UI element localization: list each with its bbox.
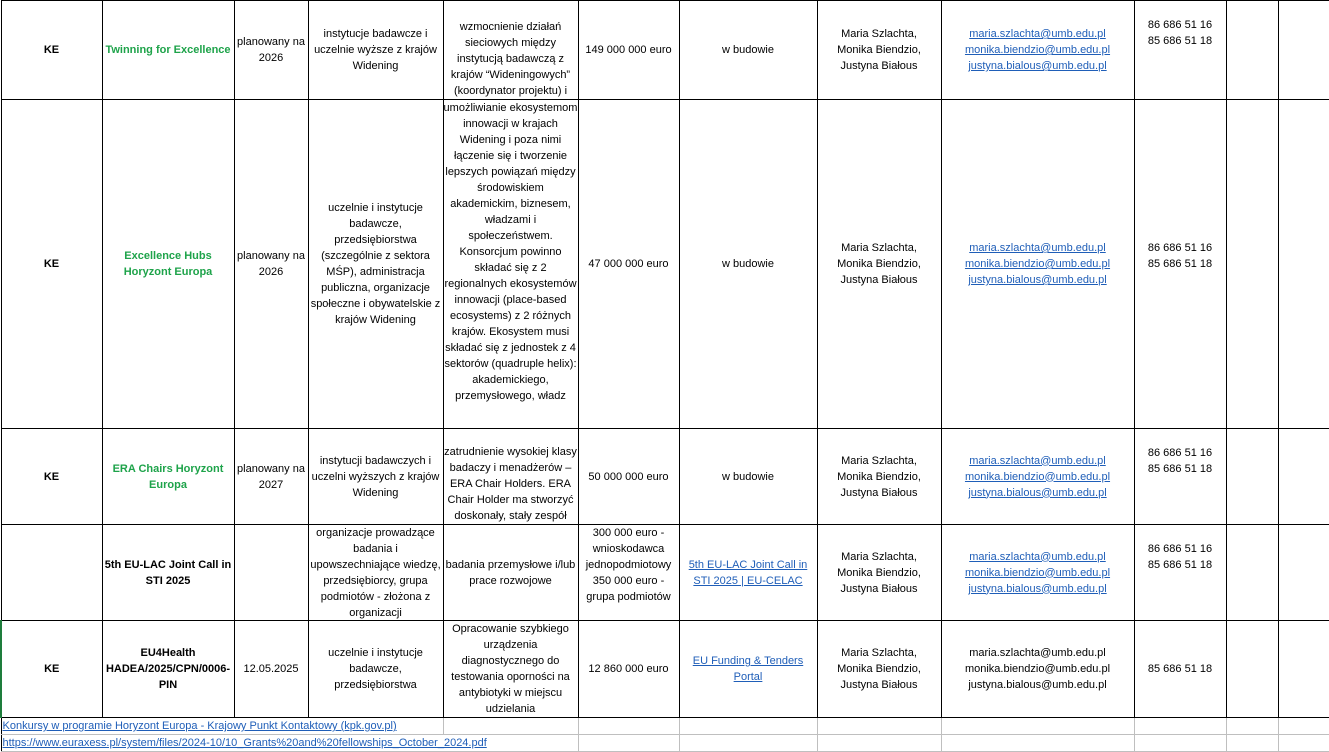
email-link[interactable]: justyna.bialous@umb.edu.pl xyxy=(968,274,1107,286)
cell-budget[interactable]: 12 860 000 euro xyxy=(578,621,679,718)
cell-empty[interactable] xyxy=(1278,735,1329,752)
cell-empty[interactable] xyxy=(1226,718,1278,735)
email-link[interactable]: maria.szlachta@umb.edu.pl xyxy=(969,28,1106,40)
footer-link-cell[interactable] xyxy=(1,718,443,735)
cell-description[interactable]: umożliwianie ekosystemom innowacji w krajach Widening i poza nimi łączenie się i tworzenie lepszych powiązań między środowiskiem akademickim, biznesem, władzami i społeczeństwem. Konsorcjum powinno składać się z 2 regionalnych ekosystemów innowacji (place-based ecosystems) z 2 różnych krajów. Ekosystem musi składać się z jednostek z 4 sektorów (quadruple helix): akademickiego, przemysłowego, władz xyxy=(443,100,578,429)
cell-empty[interactable] xyxy=(1226,100,1278,429)
cell-date[interactable] xyxy=(234,525,308,621)
cell-description[interactable]: badania przemysłowe i/lub prace rozwojowe xyxy=(443,525,578,621)
cell-eligible[interactable]: instytucje badawcze i uczelnie wyższe z krajów Widening xyxy=(308,1,443,100)
cell-eligible[interactable]: uczelnie i instytucje badawcze, przedsiębiorstwa (szczególnie z sektora MŚP), administracja publiczna, organizacje społeczne i obywatelskie z krajów Widening xyxy=(308,100,443,429)
cell-emails[interactable] xyxy=(941,429,1134,525)
cell-description[interactable]: wzmocnienie działań sieciowych między instytucją badawczą z krajów “Wideningowych” (koordynator projektu) i xyxy=(443,1,578,100)
cell-date[interactable]: planowany na 2027 xyxy=(234,429,308,525)
cell-empty[interactable] xyxy=(679,718,817,735)
cell-budget[interactable]: 300 000 euro - wnioskodawca jednopodmiotowy 350 000 euro - grupa podmiotów xyxy=(578,525,679,621)
eu-lac-call-link[interactable]: 5th EU-LAC Joint Call in STI 2025 | EU-CELAC xyxy=(688,558,808,587)
cell-name[interactable]: 5th EU-LAC Joint Call in STI 2025 xyxy=(102,525,234,621)
cell-phones[interactable]: 86 686 51 16 85 686 51 18 xyxy=(1134,525,1226,621)
table-row xyxy=(1,621,1329,718)
cell-emails[interactable]: maria.szlachta@umb.edu.pl monika.biendzio@umb.edu.pl justyna.bialous@umb.edu.pl xyxy=(941,621,1134,718)
cell-budget[interactable]: 149 000 000 euro xyxy=(578,1,679,100)
cell-eligible[interactable]: organizacje prowadzące badania i upowszechniające wiedzę, przedsiębiorcy, grupa podmiotów - złożona z organizacji xyxy=(308,525,443,621)
cell-empty[interactable] xyxy=(578,735,679,752)
email-link[interactable]: monika.biendzio@umb.edu.pl xyxy=(964,470,1111,483)
table-row xyxy=(1,429,1329,525)
cell-empty[interactable] xyxy=(941,735,1134,752)
kpk-link[interactable]: Konkursy w programie Horyzont Europa - Krajowy Punkt Kontaktowy (kpk.gov.pl) xyxy=(2,720,397,732)
cell-status[interactable]: w budowie xyxy=(679,100,817,429)
cell-empty[interactable] xyxy=(1226,525,1278,621)
cell-code[interactable]: KE xyxy=(1,1,102,100)
cell-date[interactable]: planowany na 2026 xyxy=(234,1,308,100)
cell-name[interactable]: ERA Chairs Horyzont Europa xyxy=(102,429,234,525)
cell-code[interactable]: KE xyxy=(1,100,102,429)
cell-phones[interactable]: 86 686 51 16 85 686 51 18 xyxy=(1134,100,1226,429)
cell-status[interactable]: w budowie xyxy=(679,1,817,100)
cell-empty[interactable] xyxy=(679,735,817,752)
cell-phones[interactable]: 86 686 51 16 85 686 51 18 xyxy=(1134,429,1226,525)
cell-code[interactable]: KE xyxy=(1,429,102,525)
cell-contacts[interactable]: Maria Szlachta, Monika Biendzio, Justyna Białous xyxy=(817,1,941,100)
cell-empty[interactable] xyxy=(1278,100,1329,429)
email-link[interactable]: monika.biendzio@umb.edu.pl xyxy=(964,258,1111,270)
cell-status[interactable]: w budowie xyxy=(679,429,817,525)
cell-empty[interactable] xyxy=(817,735,941,752)
cell-empty[interactable] xyxy=(1278,1,1329,100)
email-link[interactable]: maria.szlachta@umb.edu.pl xyxy=(969,454,1106,467)
cell-empty[interactable] xyxy=(1278,429,1329,525)
cell-contacts[interactable]: Maria Szlachta, Monika Biendzio, Justyna Białous xyxy=(817,429,941,525)
cell-description[interactable]: Opracowanie szybkiego urządzenia diagnostycznego do testowania oporności na antybiotyki w miejscu udzielania xyxy=(443,621,578,718)
cell-code[interactable] xyxy=(1,525,102,621)
cell-contacts[interactable]: Maria Szlachta, Monika Biendzio, Justyna Białous xyxy=(817,100,941,429)
cell-phones[interactable]: 85 686 51 18 xyxy=(1134,621,1226,718)
cell-date[interactable]: planowany na 2026 xyxy=(234,100,308,429)
cell-emails[interactable] xyxy=(941,1,1134,100)
email-link[interactable]: monika.biendzio@umb.edu.pl xyxy=(964,566,1111,579)
cell-empty[interactable] xyxy=(1278,525,1329,621)
cell-eligible[interactable]: uczelnie i instytucje badawcze, przedsiębiorstwa xyxy=(308,621,443,718)
email-link[interactable]: maria.szlachta@umb.edu.pl xyxy=(969,242,1106,254)
cell-empty[interactable] xyxy=(443,718,578,735)
cell-budget[interactable]: 50 000 000 euro xyxy=(578,429,679,525)
email-link[interactable]: maria.szlachta@umb.edu.pl xyxy=(969,550,1106,563)
cell-empty[interactable] xyxy=(1226,429,1278,525)
cell-name[interactable]: Excellence Hubs Horyzont Europa xyxy=(102,100,234,429)
cell-empty[interactable] xyxy=(1226,621,1278,718)
euraxess-link[interactable]: https://www.euraxess.pl/system/files/2024-10/10_Grants%20and%20fellowships_October_2024.pdf xyxy=(2,737,487,749)
cell-eligible[interactable]: instytucji badawczych i uczelni wyższych z krajów Widening xyxy=(308,429,443,525)
email-link[interactable]: monika.biendzio@umb.edu.pl xyxy=(964,44,1111,56)
email-link[interactable]: justyna.bialous@umb.edu.pl xyxy=(968,582,1107,595)
cell-phones[interactable]: 86 686 51 16 85 686 51 18 xyxy=(1134,1,1226,100)
cell-empty[interactable] xyxy=(1226,735,1278,752)
table-row xyxy=(1,735,1329,752)
cell-contacts[interactable]: Maria Szlachta, Monika Biendzio, Justyna Białous xyxy=(817,621,941,718)
email-link[interactable]: justyna.bialous@umb.edu.pl xyxy=(968,486,1107,499)
cell-budget[interactable]: 47 000 000 euro xyxy=(578,100,679,429)
cell-emails[interactable] xyxy=(941,100,1134,429)
cell-empty[interactable] xyxy=(1226,1,1278,100)
cell-emails[interactable] xyxy=(941,525,1134,621)
table-row xyxy=(1,100,1329,429)
cell-empty[interactable] xyxy=(941,718,1134,735)
eu-funding-portal-link[interactable]: EU Funding & Tenders Portal xyxy=(692,655,804,683)
cell-empty[interactable] xyxy=(817,718,941,735)
table-row xyxy=(1,525,1329,621)
table-row xyxy=(1,718,1329,735)
cell-empty[interactable] xyxy=(1278,718,1329,735)
cell-code[interactable]: KE xyxy=(1,621,102,718)
footer-link-cell[interactable] xyxy=(1,735,578,752)
email-link[interactable]: justyna.bialous@umb.edu.pl xyxy=(968,60,1107,72)
cell-contacts[interactable]: Maria Szlachta, Monika Biendzio, Justyna Białous xyxy=(817,525,941,621)
cell-empty[interactable] xyxy=(1134,735,1226,752)
cell-status[interactable] xyxy=(679,621,817,718)
cell-empty[interactable] xyxy=(1278,621,1329,718)
cell-status[interactable] xyxy=(679,525,817,621)
cell-empty[interactable] xyxy=(578,718,679,735)
cell-description[interactable]: zatrudnienie wysokiej klasy badaczy i menadżerów – ERA Chair Holders. ERA Chair Holder ma stworzyć doskonały, stały zespół xyxy=(443,429,578,525)
cell-name[interactable]: Twinning for Excellence xyxy=(102,1,234,100)
cell-date[interactable]: 12.05.2025 xyxy=(234,621,308,718)
cell-name[interactable]: EU4Health HADEA/2025/CPN/0006-PIN xyxy=(102,621,234,718)
table-row xyxy=(1,1,1329,100)
cell-empty[interactable] xyxy=(1134,718,1226,735)
